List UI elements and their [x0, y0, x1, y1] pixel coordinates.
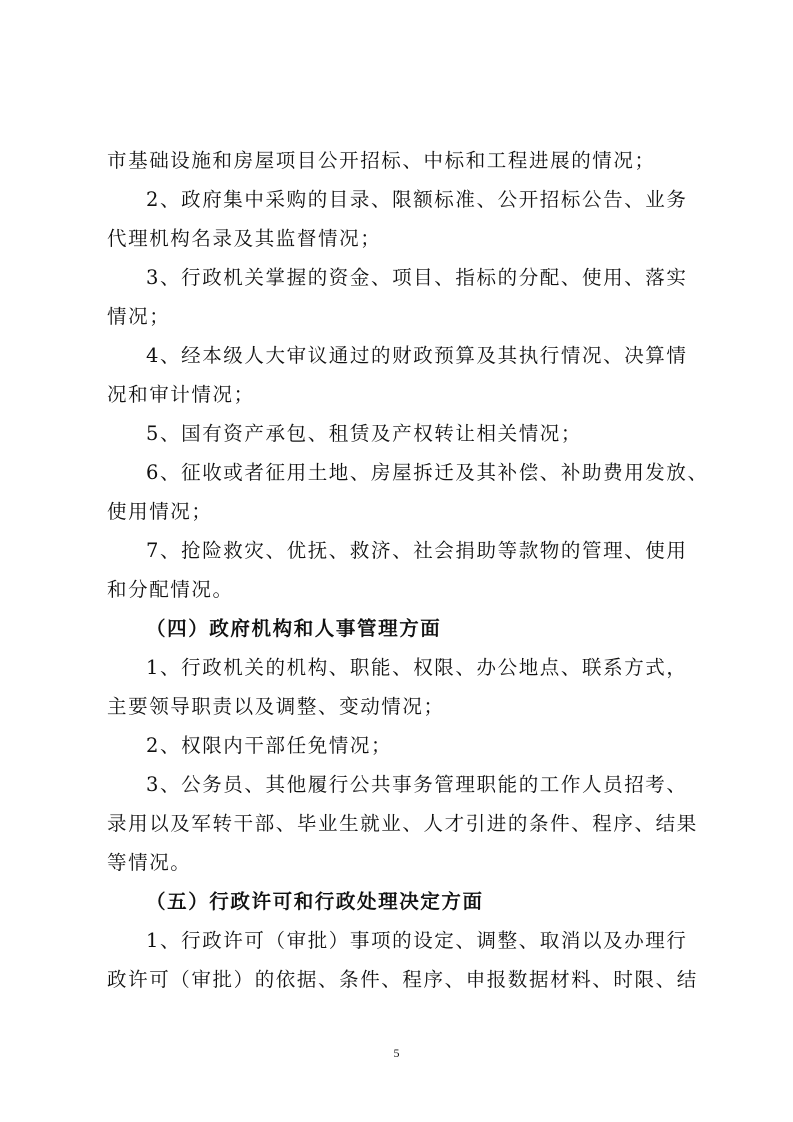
- text-line-continuation: 使用情况；: [107, 500, 213, 523]
- list-item-1: 1、行政许可（审批）事项的设定、调整、取消以及办理行: [146, 929, 688, 952]
- text-line-continuation: 市基础设施和房屋项目公开招标、中标和工程进展的情况；: [107, 149, 656, 172]
- text-line-continuation: 主要领导职责以及调整、变动情况；: [107, 695, 445, 718]
- text-line-continuation: 等情况。: [107, 851, 192, 874]
- text-line-continuation: 录用以及军转干部、毕业生就业、人才引进的条件、程序、结果: [107, 812, 698, 835]
- section-heading-4: （四）政府机构和人事管理方面: [146, 617, 442, 640]
- page-number: 5: [393, 1046, 400, 1060]
- list-item-4: 4、经本级人大审议通过的财政预算及其执行情况、决算情: [146, 344, 688, 367]
- text-line-continuation: 情况；: [107, 305, 171, 328]
- list-item-7: 7、抢险救灾、优抚、救济、社会捐助等款物的管理、使用: [146, 539, 688, 562]
- list-item-2: 2、政府集中采购的目录、限额标准、公开招标公告、业务: [146, 188, 688, 211]
- section-heading-5: （五）行政许可和行政处理决定方面: [146, 890, 484, 913]
- text-line-continuation: 况和审计情况；: [107, 383, 255, 406]
- list-item-6: 6、征收或者征用土地、房屋拆迁及其补偿、补助费用发放、: [146, 461, 709, 484]
- list-item-1: 1、行政机关的机构、职能、权限、办公地点、联系方式，: [146, 656, 688, 679]
- text-line-continuation: 政许可（审批）的依据、条件、程序、申报数据材料、时限、结: [107, 968, 698, 991]
- list-item-3: 3、行政机关掌握的资金、项目、指标的分配、使用、落实: [146, 266, 688, 289]
- list-item-2: 2、权限内干部任免情况；: [146, 734, 393, 757]
- list-item-3: 3、公务员、其他履行公共事务管理职能的工作人员招考、: [146, 773, 688, 796]
- text-line-continuation: 代理机构名录及其监督情况；: [107, 227, 382, 250]
- text-line-continuation: 和分配情况。: [107, 578, 234, 601]
- list-item-5: 5、国有资产承包、租赁及产权转让相关情况；: [146, 422, 583, 445]
